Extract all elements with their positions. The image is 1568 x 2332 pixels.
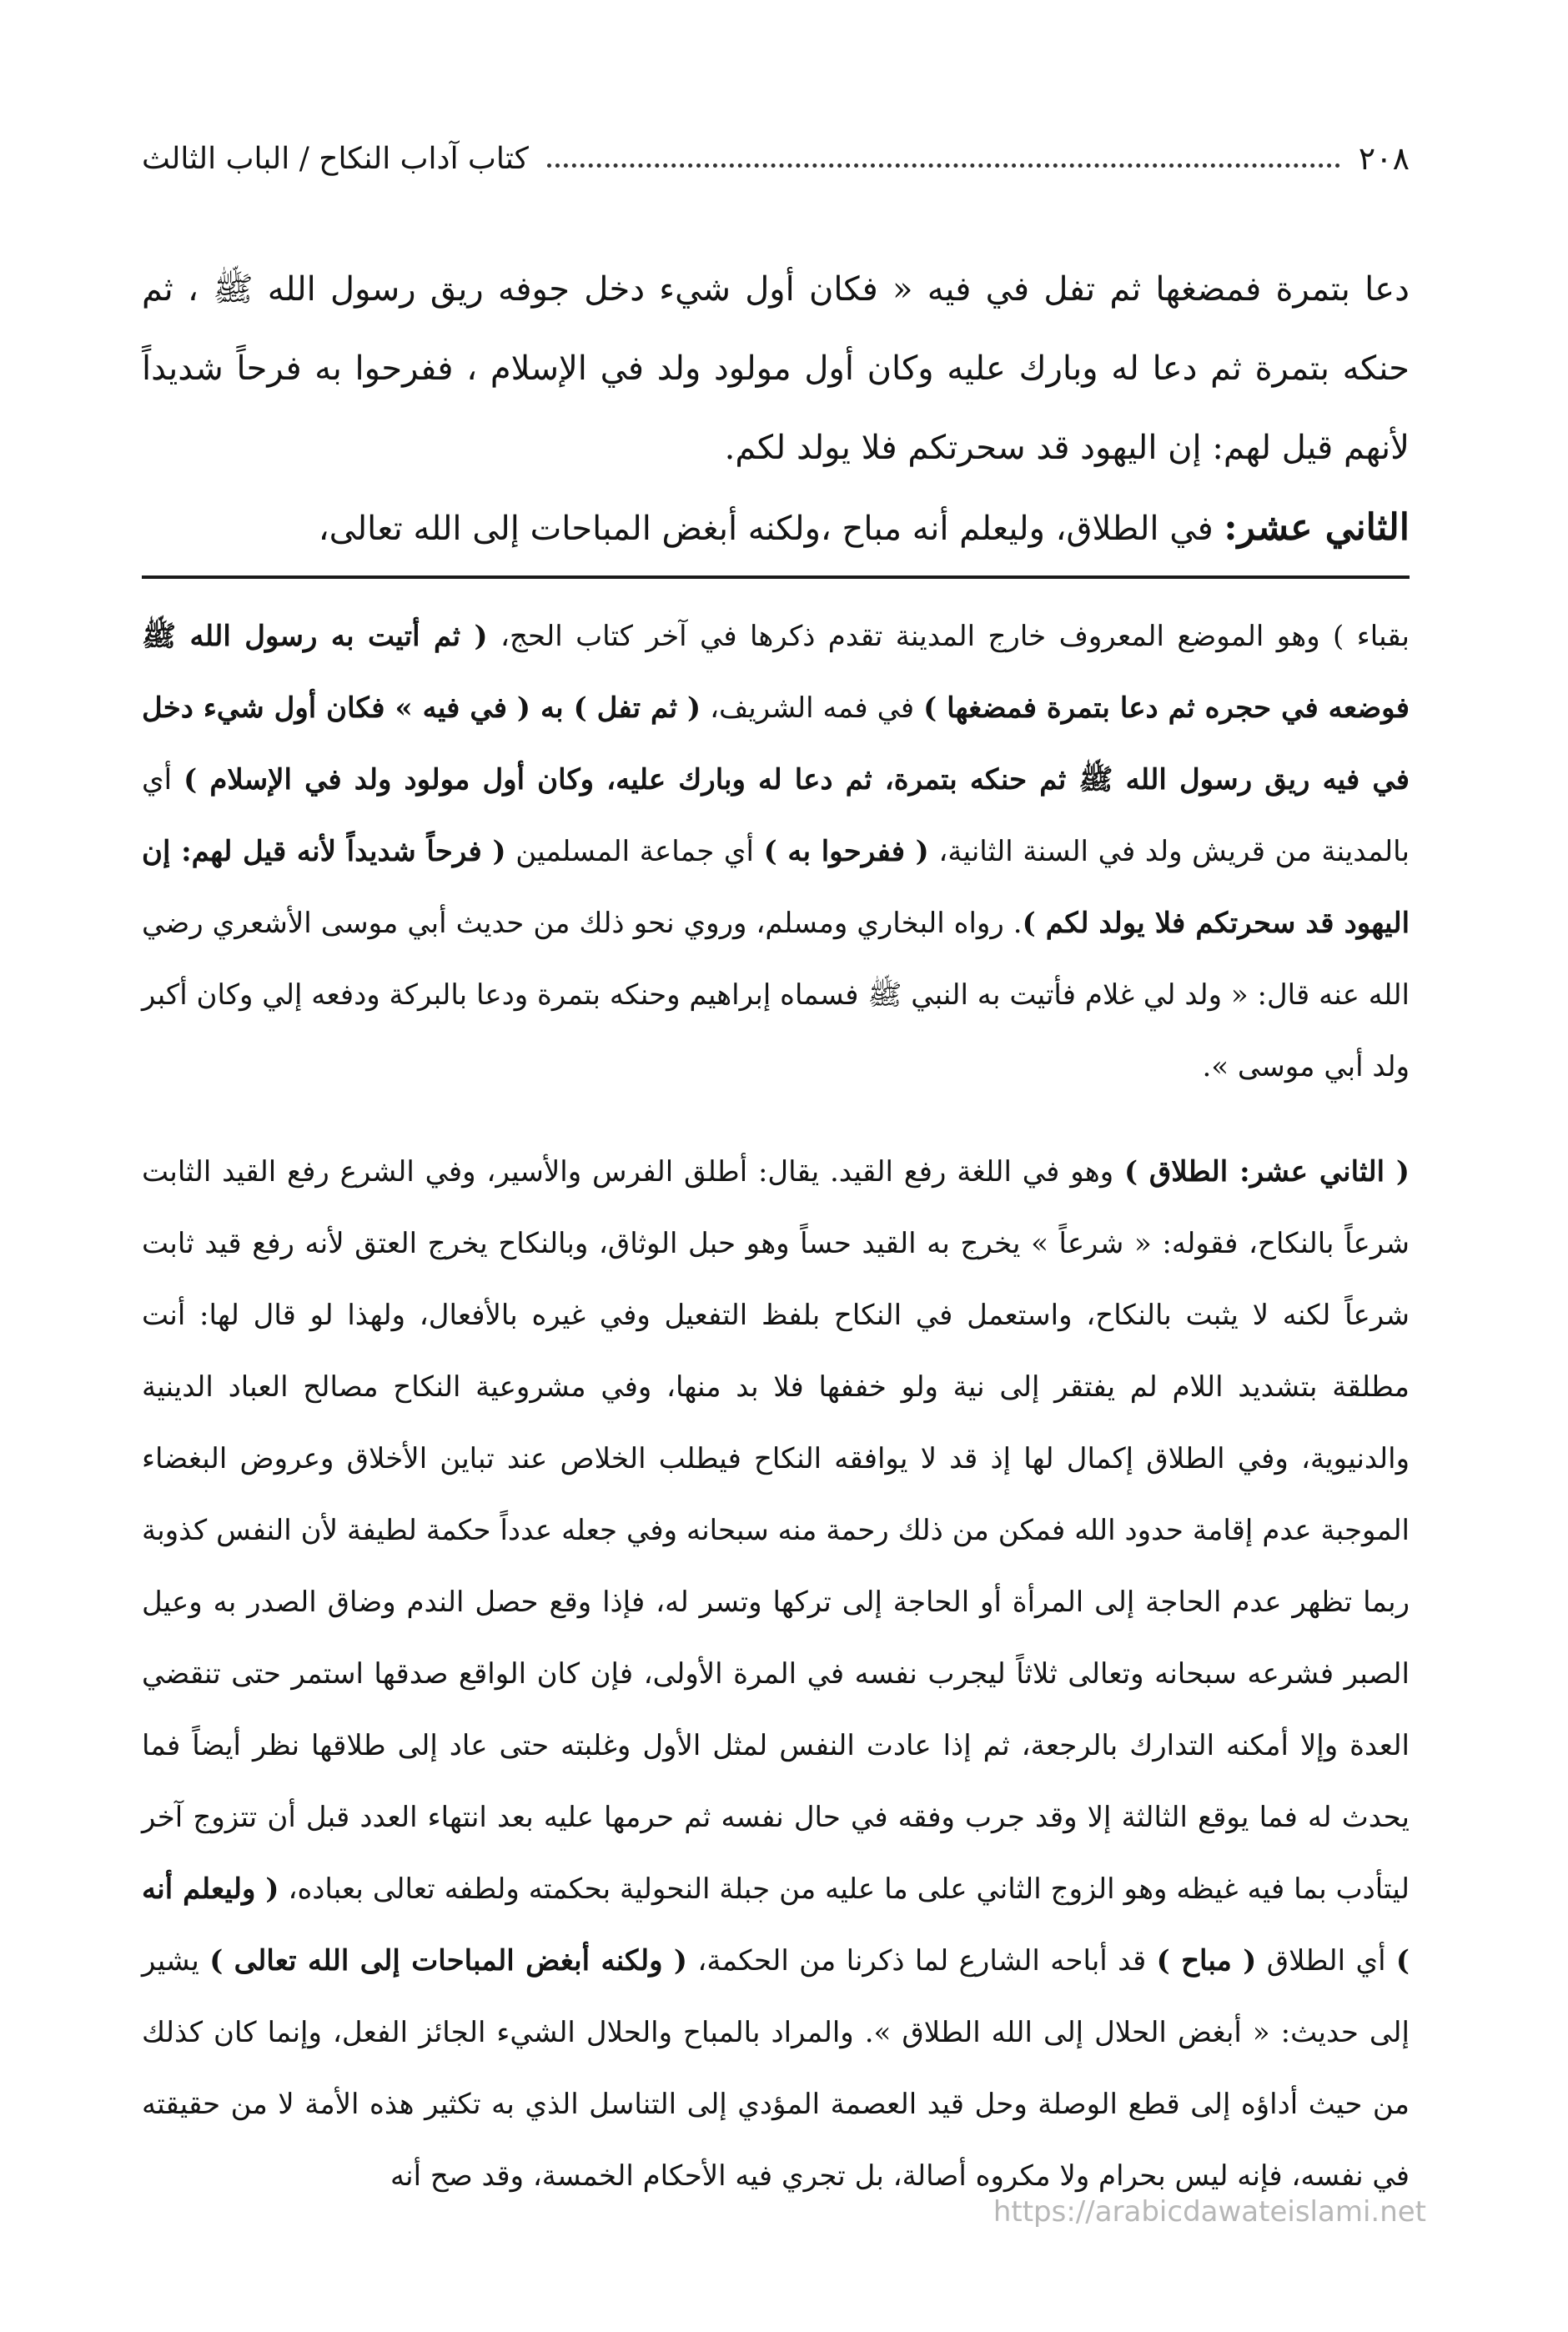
running-header [142,125,1410,192]
quoted-text: ( ثم أتيت به رسول الله ﷺ فوضعه في حجره ثم دعا بتمرة فمضغها ) [142,620,1410,725]
quoted-text: ( فرحاً شديداً لأنه قيل لهم: إن اليهود قد سحرتكم فلا يولد لكم ) [142,835,1410,940]
quoted-text: ( ولكنه أبغض المباحات إلى الله تعالى ) [209,1944,688,1978]
watermark-url: https://arabicdawateislami.net [993,2195,1426,2229]
commentary-text: يشير إلى حديث: « أبغض الحلال إلى الله الطلاق ». والمراد بالمباح والحلال الشيء الجائز الفعل، وإنما كان كذلك من حيث أداؤه إلى قطع الوصلة وحل قيد العصمة المؤدي إلى التناسل الذي به تكثير هذه الأمة لا من حقيقته في نفسه، فإنه ليس بحرام ولا مكروه أصالة، بل تجري فيه الأحكام الخمسة، وقد صح أنه [142,1944,1410,2193]
quoted-text: ( الثاني عشر: الطلاق ) [1123,1155,1410,1189]
commentary-text: أي بالمدينة من قريش ولد في السنة الثانية، [142,763,1410,868]
section-lead: الثاني عشر: [1224,506,1410,549]
commentary-text: بقباء ) وهو الموضع المعروف خارج المدينة تقدم ذكرها في آخر كتاب الحج، [487,620,1410,653]
quoted-text: ( ففرحوا به ) [763,835,929,868]
main-paragraph-section [142,488,1410,569]
commentary-text: أي جماعة المسلمين [505,835,764,868]
chapter-title: كتاب آداب النكاح / الباب الثالث [142,141,529,176]
header-dot-leader [547,163,1340,168]
main-paragraph: دعا بتمرة فمضغها ثم تفل في فيه « فكان أول شيء دخل جوفه ريق رسول الله ﷺ ، ثم حنكه بتمرة ثم دعا له وبارك عليه وكان أول مولود ولد في الإسلام ، ففرحوا به فرحاً شديداً لأنهم قيل لهم: إن اليهود قد سحرتكم فلا يولد لكم. [142,270,1410,467]
main-text [142,250,1410,569]
commentary [142,601,1410,2212]
quoted-text: ( وليعلم أنه ) [142,1872,1410,1978]
quoted-text: ( مباح ) [1156,1944,1257,1978]
commentary-text: وهو في اللغة رفع القيد. يقال: أطلق الفرس والأسير، وفي الشرع رفع القيد الثابت شرعاً بالنكاح، فقوله: « شرعاً » يخرج به القيد حساً وهو حبل الوثاق، وبالنكاح يخرج العتق لأنه رفع قيد ثابت شرعاً لكنه لا يثبت بالنكاح، واستعمل في النكاح بلفظ التفعيل وفي غيره بالأفعال، ولهذا لو قال لها: أنت مطلقة بتشديد اللام لم يفتقر إلى نية ولو خففها فلا بد منها، وفي مشروعية النكاح مصالح العباد الدينية والدنيوية، وفي الطلاق إكمال لها إذ قد لا يوافقه النكاح فيطلب الخلاص عند تباين الأخلاق وعروض البغضاء الموجبة عدم إقامة حدود الله فمكن من ذلك رحمة منه سبحانه وفي جعله عدداً حكمة لطيفة لأن النفس كذوبة ربما تظهر عدم الحاجة إلى المرأة أو الحاجة إلى تركها وتسر له، فإذا وقع حصل الندم وضاق الصدر به وعيل الصبر فشرعه سبحانه وتعالى ثلاثاً ليجرب نفسه في المرة الأولى، فإن كان الواقع صدقها استمر حتى تنقضي العدة وإلا أمكنه التدارك بالرجعة، ثم إذا عادت النفس لمثل الأول وغلبته حتى عاد إلى طلاقها نظر أيضاً فما يحدث له فما يوقع الثالثة إلا وقد جرب وفقه في حال نفسه ثم حرمها عليه بعد انتهاء العدد قبل أن تتزوج آخر ليتأدب بما فيه غيظه وهو الزوج الثاني على ما عليه من جبلة النحولية بحكمته ولطفه تعالى بعباده، [142,1155,1410,1906]
commentary-text: . رواه البخاري ومسلم، وروي نحو ذلك من حديث أبي موسى الأشعري رضي الله عنه قال: « ولد لي غلام فأتيت به النبي ﷺ فسماه إبراهيم وحنكه بتمرة ودعا بالبركة ودفعه إلي وكان أكبر ولد أبي موسى ». [142,907,1410,1083]
page-number: ٢٠٨ [1358,140,1410,177]
commentary-paragraph [142,1136,1410,2212]
commentary-text: أي الطلاق [1256,1944,1396,1978]
commentary-text: قد أباحه الشارع لما ذكرنا من الحكمة، [687,1944,1157,1978]
quoted-text: ( ثم تفل ) به ( في فيه » فكان أول شيء دخل في فيه ريق رسول الله ﷺ ثم حنكه بتمرة، ثم دعا له وبارك عليه، وكان أول مولود ولد في الإسلام ) [142,691,1410,797]
section-text: في الطلاق، وليعلم أنه مباح ،ولكنه أبغض المباحات إلى الله تعالى، [318,510,1224,548]
footnote-divider [142,575,1410,579]
commentary-text: في فمه الشريف، [701,691,924,725]
commentary-paragraph [142,601,1410,1103]
